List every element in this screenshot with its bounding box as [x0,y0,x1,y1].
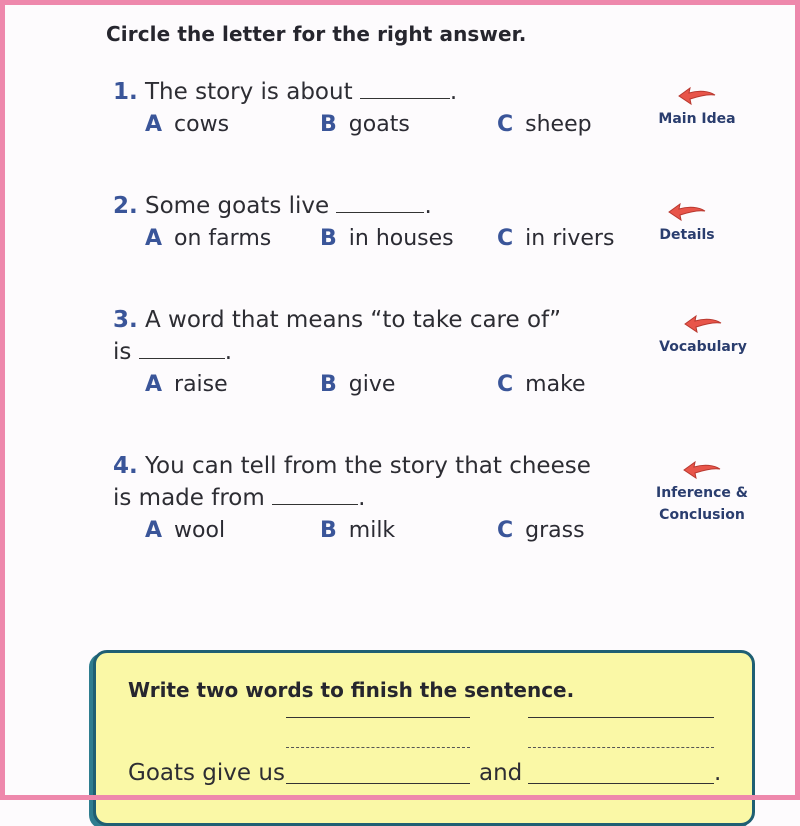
sentence-and: and [479,760,523,786]
question-number: 3. [113,307,138,333]
question-stem: 4. You can tell from the story that cheese [113,450,633,482]
answer-blank [336,211,424,213]
instruction-heading: Circle the letter for the right answer. [106,22,527,46]
option-a[interactable]: A raise [145,372,228,397]
answer-blank [272,503,358,505]
answer-blank [139,357,225,359]
answer-blank [360,97,450,99]
question-1 [113,76,633,146]
option-c[interactable]: C grass [497,518,585,543]
writing-line-top [286,717,470,718]
left-arrow-icon [677,86,717,106]
question-number: 1. [113,79,138,105]
option-c[interactable]: C sheep [497,112,592,137]
question-2 [113,190,633,260]
sentence-start: Goats give us [128,760,285,786]
writing-box-title: Write two words to finish the sentence. [128,678,575,702]
answer-line-1[interactable] [286,783,470,784]
option-b[interactable]: B give [320,372,396,397]
option-a[interactable]: A on farms [145,226,272,251]
question-4 [113,450,633,552]
question-stem-continued: is . [113,339,232,365]
skill-tag-vocabulary: Vocabulary [648,314,758,358]
option-c[interactable]: C in rivers [497,226,615,251]
question-stem-continued: is made from . [113,485,366,511]
sentence-end: . [714,760,722,786]
option-a[interactable]: A wool [145,518,226,543]
option-c[interactable]: C make [497,372,586,397]
writing-guide-dashed [528,747,714,748]
question-number: 2. [113,193,138,219]
left-arrow-icon [682,460,722,480]
question-number: 4. [113,453,138,479]
option-b[interactable]: B goats [320,112,410,137]
option-a[interactable]: A cows [145,112,230,137]
question-stem: 1. The story is about . [113,76,633,108]
question-stem: 2. Some goats live . [113,190,633,222]
option-b[interactable]: B milk [320,518,396,543]
option-b[interactable]: B in houses [320,226,454,251]
skill-tag-inference-conclusion: Inference & Conclusion [647,460,757,526]
writing-guide-dashed [286,747,470,748]
left-arrow-icon [683,314,723,334]
skill-tag-main-idea: Main Idea [642,86,752,130]
skill-tag-details: Details [632,202,742,246]
question-3 [113,304,633,406]
answer-line-2[interactable] [528,783,714,784]
writing-line-top [528,717,714,718]
left-arrow-icon [667,202,707,222]
question-stem: 3. A word that means “to take care of” [113,304,633,336]
